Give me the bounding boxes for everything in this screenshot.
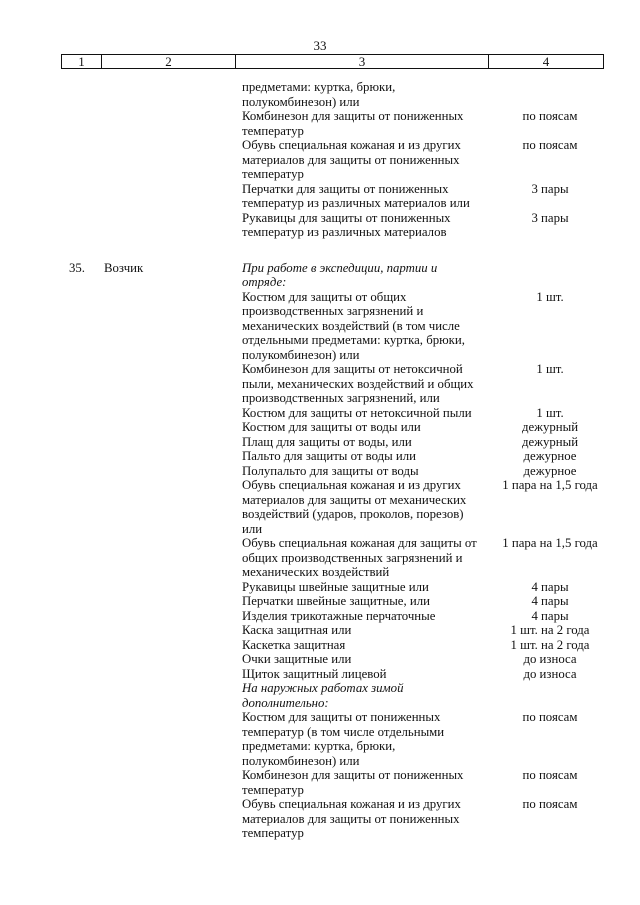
quantity-text bbox=[495, 681, 605, 710]
profession-name: Возчик bbox=[104, 260, 144, 275]
item-text: Комбинезон для защиты от пониженных температур bbox=[242, 768, 464, 797]
quantity-text: 1 шт. bbox=[536, 289, 564, 304]
item-text: Каскетка защитная bbox=[242, 637, 346, 652]
table-body bbox=[0, 80, 640, 841]
continuation-rows bbox=[0, 80, 640, 240]
quantity-text: 3 пары bbox=[531, 181, 569, 196]
quantity-text: дежурное bbox=[523, 449, 577, 463]
header-col-4: 4 bbox=[542, 54, 550, 69]
quantity-text: до износа bbox=[523, 666, 577, 681]
item-text: Комбинезон для защиты от нетоксичной пыли, механических воздействий и общих производственных загрязнений, или bbox=[242, 362, 474, 405]
table-row bbox=[0, 449, 640, 464]
page-number: 33 bbox=[313, 38, 327, 53]
item-text: Плащ для защиты от воды, или bbox=[242, 434, 412, 449]
quantity-text: 1 пара на 1,5 года bbox=[502, 478, 598, 492]
item-text: На наружных работах зимой дополнительно: bbox=[242, 681, 404, 710]
quantity-text: 4 пары bbox=[531, 594, 569, 608]
item-text: Рукавицы для защиты от пониженных температур из различных материалов bbox=[242, 210, 451, 239]
quantity-text: по поясам bbox=[522, 138, 578, 152]
item-text: Обувь специальная кожаная для защиты от общих производственных загрязнений и механических воздействий bbox=[242, 536, 477, 579]
item-text: Костюм для защиты от общих производственных загрязнений и механических воздействий (в том числе отдельными предметами: куртка, брюки, полукомбинезон) или bbox=[242, 289, 465, 362]
quantity-text: 4 пары bbox=[531, 579, 569, 594]
item-text: Обувь специальная кожаная и из других материалов для защиты от пониженных температур bbox=[242, 138, 461, 181]
table-row bbox=[0, 362, 640, 406]
header-col-2: 2 bbox=[102, 55, 236, 68]
item-text: Обувь специальная кожаная и из других материалов для защиты от пониженных температур bbox=[242, 797, 461, 840]
item-text: Костюм для защиты от нетоксичной пыли bbox=[242, 405, 472, 420]
table-row bbox=[0, 797, 640, 841]
table-row bbox=[0, 638, 640, 653]
item-text: Изделия трикотажные перчаточные bbox=[242, 608, 436, 623]
quantity-text: 1 пара на 1,5 года bbox=[502, 536, 598, 550]
table-row bbox=[0, 594, 640, 609]
quantity-text: до износа bbox=[523, 652, 577, 666]
table-row bbox=[0, 211, 640, 240]
quantity-text: 1 шт. bbox=[536, 405, 564, 420]
table-row bbox=[0, 609, 640, 624]
table-header bbox=[61, 54, 604, 69]
item-text: Очки защитные или bbox=[242, 652, 352, 666]
item-text: Комбинезон для защиты от пониженных температур bbox=[242, 109, 464, 138]
table-row bbox=[0, 138, 640, 182]
quantity-text: 4 пары bbox=[531, 608, 569, 623]
quantity-text: по поясам bbox=[522, 797, 578, 811]
table-row bbox=[0, 406, 640, 421]
entry-number: 35. bbox=[69, 260, 85, 275]
table-row bbox=[0, 435, 640, 450]
quantity-text: 1 шт. на 2 года bbox=[510, 623, 590, 637]
table-row bbox=[0, 623, 640, 638]
table-row bbox=[0, 420, 640, 435]
quantity-text bbox=[495, 261, 605, 290]
table-row bbox=[0, 652, 640, 667]
table-row bbox=[0, 109, 640, 138]
quantity-text: по поясам bbox=[522, 710, 578, 724]
quantity-text: дежурный bbox=[521, 420, 579, 434]
quantity-text bbox=[495, 80, 605, 109]
item-text: предметами: куртка, брюки, полукомбинезон) или bbox=[242, 80, 396, 109]
item-text: Костюм для защиты от пониженных температур (в том числе отдельными предметами: куртка, брюки, полукомбинезон) или bbox=[242, 710, 445, 768]
quantity-text: 1 шт. на 2 года bbox=[510, 637, 590, 652]
item-text: При работе в экспедиции, партии и отряде: bbox=[242, 260, 438, 289]
item-text: Перчатки для защиты от пониженных температур из различных материалов или bbox=[242, 181, 470, 210]
table-row bbox=[0, 182, 640, 211]
table-row bbox=[0, 580, 640, 595]
quantity-text: дежурный bbox=[521, 434, 579, 449]
quantity-text: 3 пары bbox=[531, 210, 569, 225]
quantity-text: 1 шт. bbox=[536, 362, 564, 376]
quantity-text: дежурное bbox=[523, 463, 577, 478]
table-row bbox=[0, 681, 640, 710]
table-row bbox=[0, 478, 640, 536]
entry-35 bbox=[0, 261, 640, 841]
table-row bbox=[0, 464, 640, 479]
header-col-1: 1 bbox=[62, 55, 102, 68]
quantity-text: по поясам bbox=[522, 109, 578, 123]
table-row bbox=[0, 768, 640, 797]
table-row bbox=[0, 261, 640, 290]
item-text: Костюм для защиты от воды или bbox=[242, 420, 421, 434]
item-text: Перчатки швейные защитные, или bbox=[242, 594, 430, 608]
table-row bbox=[0, 536, 640, 580]
item-text: Пальто для защиты от воды или bbox=[242, 449, 416, 463]
quantity-text: по поясам bbox=[522, 768, 578, 782]
table-row bbox=[0, 710, 640, 768]
header-col-3: 3 bbox=[236, 55, 489, 68]
table-row bbox=[0, 290, 640, 363]
item-text: Рукавицы швейные защитные или bbox=[242, 579, 429, 594]
item-text: Щиток защитный лицевой bbox=[242, 666, 387, 681]
table-row bbox=[0, 667, 640, 682]
item-text: Каска защитная или bbox=[242, 623, 352, 637]
table-row bbox=[0, 80, 640, 109]
item-text: Обувь специальная кожаная и из других материалов для защиты от механических воздействий (ударов, проколов, порезов) или bbox=[242, 478, 467, 536]
item-text: Полупальто для защиты от воды bbox=[242, 463, 419, 478]
